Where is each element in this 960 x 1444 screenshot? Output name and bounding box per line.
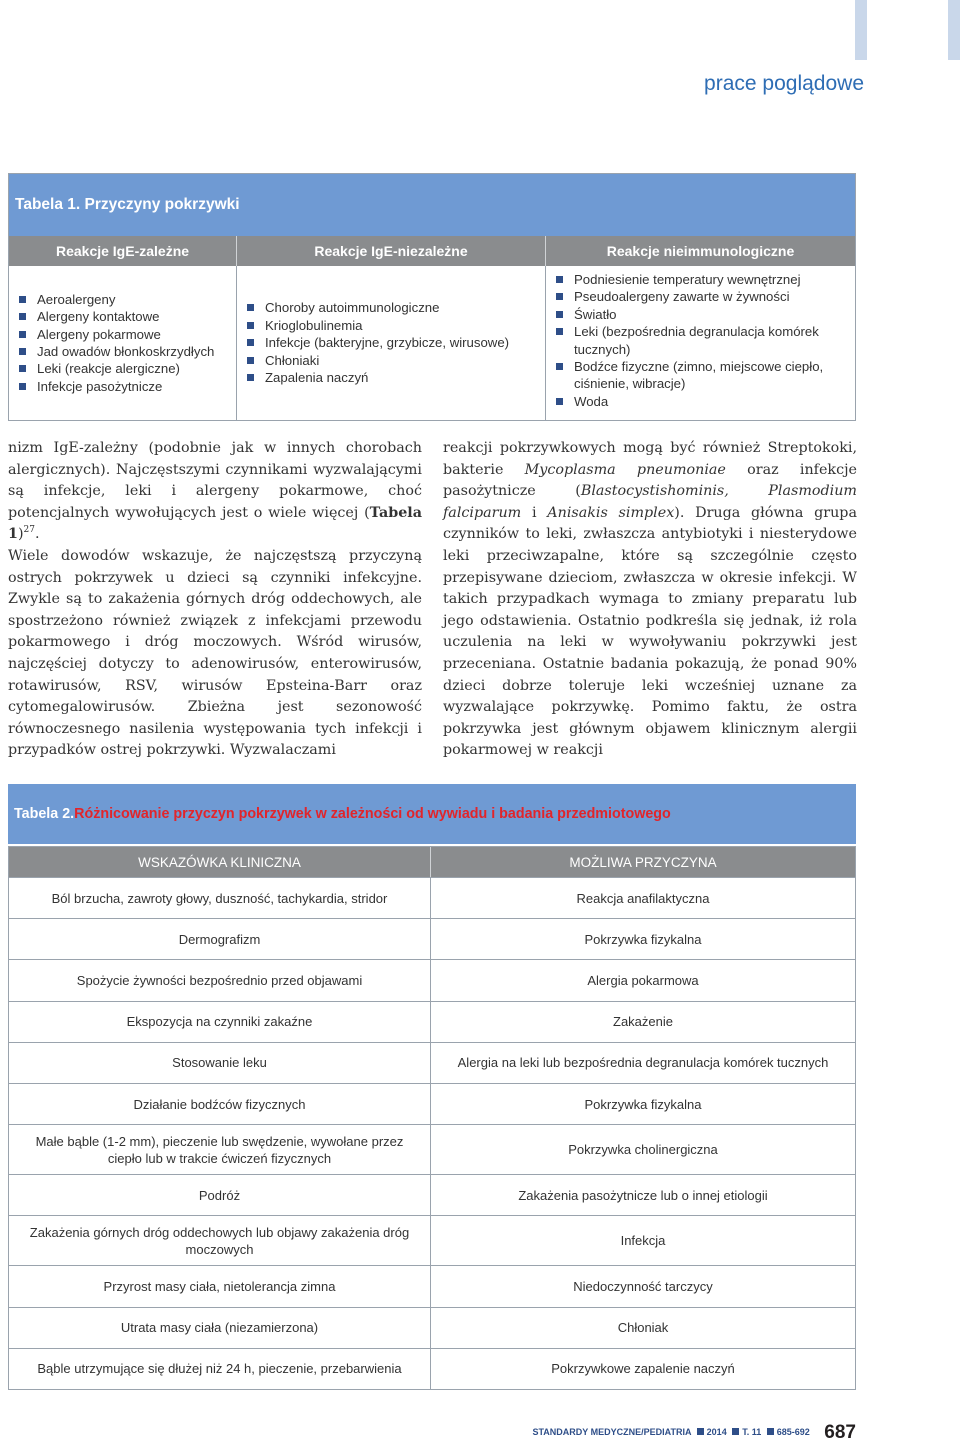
list-item: Jad owadów błonkoskrzydłych [19, 343, 214, 360]
cell-cause: Chłoniak [617, 1320, 669, 1336]
cell-clue: Podróż [9, 1175, 431, 1215]
cell-cause: Infekcja [620, 1233, 666, 1249]
cell-clue: Stosowanie leku [9, 1043, 431, 1083]
species-name: Anisakis simplex [547, 504, 675, 521]
cell-cause: Alergia pokarmowa [587, 972, 699, 988]
cell-clue: Utrata masy ciała (niezamierzona) [9, 1308, 431, 1348]
text-span: i [521, 504, 548, 521]
margin-stripe [855, 0, 867, 60]
table-1-header-nonimmune: Reakcje nieimmunologiczne [606, 243, 795, 259]
table-1-header-row [9, 236, 855, 266]
citation: 27 [23, 525, 35, 536]
list-item: Światło [556, 306, 855, 323]
table-row [9, 959, 855, 1000]
body-text-right [443, 438, 857, 762]
text-span: oraz infekcje pasożytnicze ( [443, 461, 857, 500]
table-row [9, 1174, 855, 1215]
cell-clue: Przyrost masy ciała, nietolerancja zimna [9, 1266, 431, 1306]
paragraph [8, 438, 422, 546]
list-item: Krioglobulinemia [247, 317, 509, 334]
margin-stripe [948, 0, 960, 60]
table-row [9, 1083, 855, 1124]
table-1-col-non-ige [237, 266, 546, 420]
table-row [9, 1265, 855, 1306]
list-item: Aeroalergeny [19, 291, 214, 308]
cell-cause: Pokrzywkowe zapalenie naczyń [551, 1361, 735, 1377]
list-item: Zapalenia naczyń [247, 369, 509, 386]
list-item: Leki (reakcje alergiczne) [19, 360, 214, 377]
cell-clue: Działanie bodźców fizycznych [9, 1084, 431, 1124]
text-span: ). Druga główna grupa czynników to leki, zwłaszcza antybiotyki i niesterydowe leki przeciwzapalne, które są szczególnie często przepisywane dzieciom, zwłaszcza w okresie infekcji. W takich przypadkach wymaga to zmiany preparatu lub jego odstawienia. Ostatnio podkreśla się jednak, iż rola uczulenia na leki w wywoływaniu pokrzywki jest przeceniana. Ostatnie badania pokazują, że ponad 90% dzieci dobrze toleruje leki wcześniej uznane za wyzwalające pokrzywkę. Pomimo faktu, że ostra pokrzywka jest głównym objawem klinicznym alergii pokarmowej w reakcji [443, 504, 857, 759]
table-row [9, 1348, 855, 1389]
cell-cause: Zakażenie [613, 1014, 673, 1030]
page-number: 687 [824, 1422, 856, 1443]
list-item: Podniesienie temperatury wewnętrznej [556, 271, 855, 288]
text-span: reakcji pokrzywkowych mogą być również Streptokoki, bakterie [443, 440, 857, 478]
table-1-body [9, 266, 855, 420]
table-row [9, 1124, 855, 1174]
journal-name: STANDARDY MEDYCZNE/ [532, 1427, 644, 1437]
text-span: ) [17, 526, 24, 543]
cell-clue: Dermografizm [9, 919, 431, 959]
table-2 [8, 784, 856, 1390]
list-item: Choroby autoimmunologiczne [247, 299, 509, 316]
footer-year: 2014 [706, 1427, 727, 1437]
paragraph [443, 438, 857, 762]
text-span: . [34, 526, 40, 543]
list-item: Bodźce fizyczne (zimno, miejscowe ciepło, ciśnienie, wibracje) [556, 358, 855, 393]
table-1-header-ige: Reakcje IgE-zależne [9, 236, 237, 266]
cell-cause: Pokrzywka fizykalna [584, 1096, 702, 1112]
footer-pages: 685-692 [776, 1427, 810, 1437]
table-row [9, 1215, 855, 1265]
table-row [9, 918, 855, 959]
bullet-square-icon [767, 1428, 774, 1435]
table-row [9, 1042, 855, 1083]
table-row [9, 1307, 855, 1348]
cell-clue: Małe bąble (1-2 mm), pieczenie lub swędzenie, wywołane przez ciepło lub w trakcie ćwiczeń fizycznych [9, 1125, 431, 1174]
cell-cause: Pokrzywka fizykalna [584, 931, 702, 947]
cell-clue: Bąble utrzymujące się dłużej niż 24 h, pieczenie, przebarwienia [9, 1349, 431, 1389]
table-2-header-row [9, 847, 855, 877]
table-1-header-non-ige: Reakcje IgE-niezależne [237, 236, 546, 266]
table-1-col-ige [9, 266, 237, 420]
list-item: Chłoniaki [247, 352, 509, 369]
table-2-title [8, 784, 856, 844]
bullet-square-icon [732, 1428, 739, 1435]
cell-cause: Reakcja anafilaktyczna [576, 890, 710, 906]
list-item: Alergeny pokarmowe [19, 326, 214, 343]
cell-cause: Pokrzywka cholinergiczna [568, 1142, 718, 1158]
table-1 [8, 173, 856, 421]
species-name: Blastocystishominis, Plasmodium falciparum [443, 483, 857, 521]
table-1-col-nonimmune [546, 266, 855, 420]
table-2-header-clue: WSKAZÓWKA KLINICZNA [9, 847, 431, 877]
list-item: Leki (bezpośrednia degranulacja komórek tucznych) [556, 323, 855, 358]
cell-cause: Alergia na leki lub bezpośrednia degranulacja komórek tucznych [457, 1055, 829, 1071]
section-label: prace poglądowe [704, 72, 864, 95]
page-footer [0, 1422, 856, 1444]
cell-clue: Spożycie żywności bezpośrednio przed objawami [9, 960, 431, 1000]
paragraph: Wiele dowodów wskazuje, że najczęstszą przyczyną ostrych pokrzywek u dzieci są czynniki infekcyjne. Zwykle są to zakażenia górnych dróg oddechowych, ale spostrzeżono również związek z infekcjami przewodu pokarmowego i dróg moczowych. Wśród wirusów, najczęściej dotyczy to adenowirusów, enterowirusów, rotawirusów, RSV, wirusów Epsteina-Barr oraz cytomegalowirusów. Zbieżna jest sezonowość równoczesnego nasilenia występowania tych infekcji i przypadków ostrej pokrzywki. Wyzwalaczami [8, 547, 422, 759]
cell-clue: Zakażenia górnych dróg oddechowych lub objawy zakażenia dróg moczowych [9, 1216, 431, 1265]
table-1-title: Tabela 1. Przyczyny pokrzywki [9, 174, 855, 236]
list-item: Alergeny kontaktowe [19, 308, 214, 325]
table-row [9, 1001, 855, 1042]
text-span: nizm IgE-zależny (podobnie jak w innych chorobach alergicznych). Najczęstszymi czynnikami wyzwalającymi są infekcje, leki i alergeny pokarmowe, choć potencjalnych wywołujących jest o wiele więcej ( [8, 440, 422, 521]
cell-cause: Zakażenia pasożytnicze lub o innej etiologii [518, 1187, 768, 1203]
species-name: Mycoplasma pneumoniae [524, 461, 726, 478]
footer-volume: T. 11 [742, 1427, 762, 1437]
list-item: Infekcje (bakteryjne, grzybicze, wirusowe) [247, 334, 509, 351]
list-item: Pseudoalergeny zawarte w żywności [556, 288, 855, 305]
journal-section: PEDIATRIA [643, 1427, 692, 1437]
table-reference: Tabela 1 [8, 504, 422, 543]
cell-clue: Ekspozycja na czynniki zakaźne [9, 1002, 431, 1042]
table-2-header-cause: MOŻLIWA PRZYCZYNA [569, 854, 717, 870]
cell-clue: Ból brzucha, zawroty głowy, duszność, tachykardia, stridor [9, 878, 431, 918]
body-text-left [8, 438, 422, 762]
table-2-title-text: Różnicowanie przyczyn pokrzywek w zależności od wywiadu i badania przedmiotowego [74, 806, 671, 822]
list-item: Infekcje pasożytnicze [19, 378, 214, 395]
table-2-grid [8, 846, 856, 1390]
cell-cause: Niedoczynność tarczycy [573, 1278, 713, 1294]
bullet-square-icon [697, 1428, 704, 1435]
table-2-title-prefix: Tabela 2. [14, 806, 75, 822]
table-row [9, 877, 855, 918]
list-item: Woda [556, 393, 855, 410]
